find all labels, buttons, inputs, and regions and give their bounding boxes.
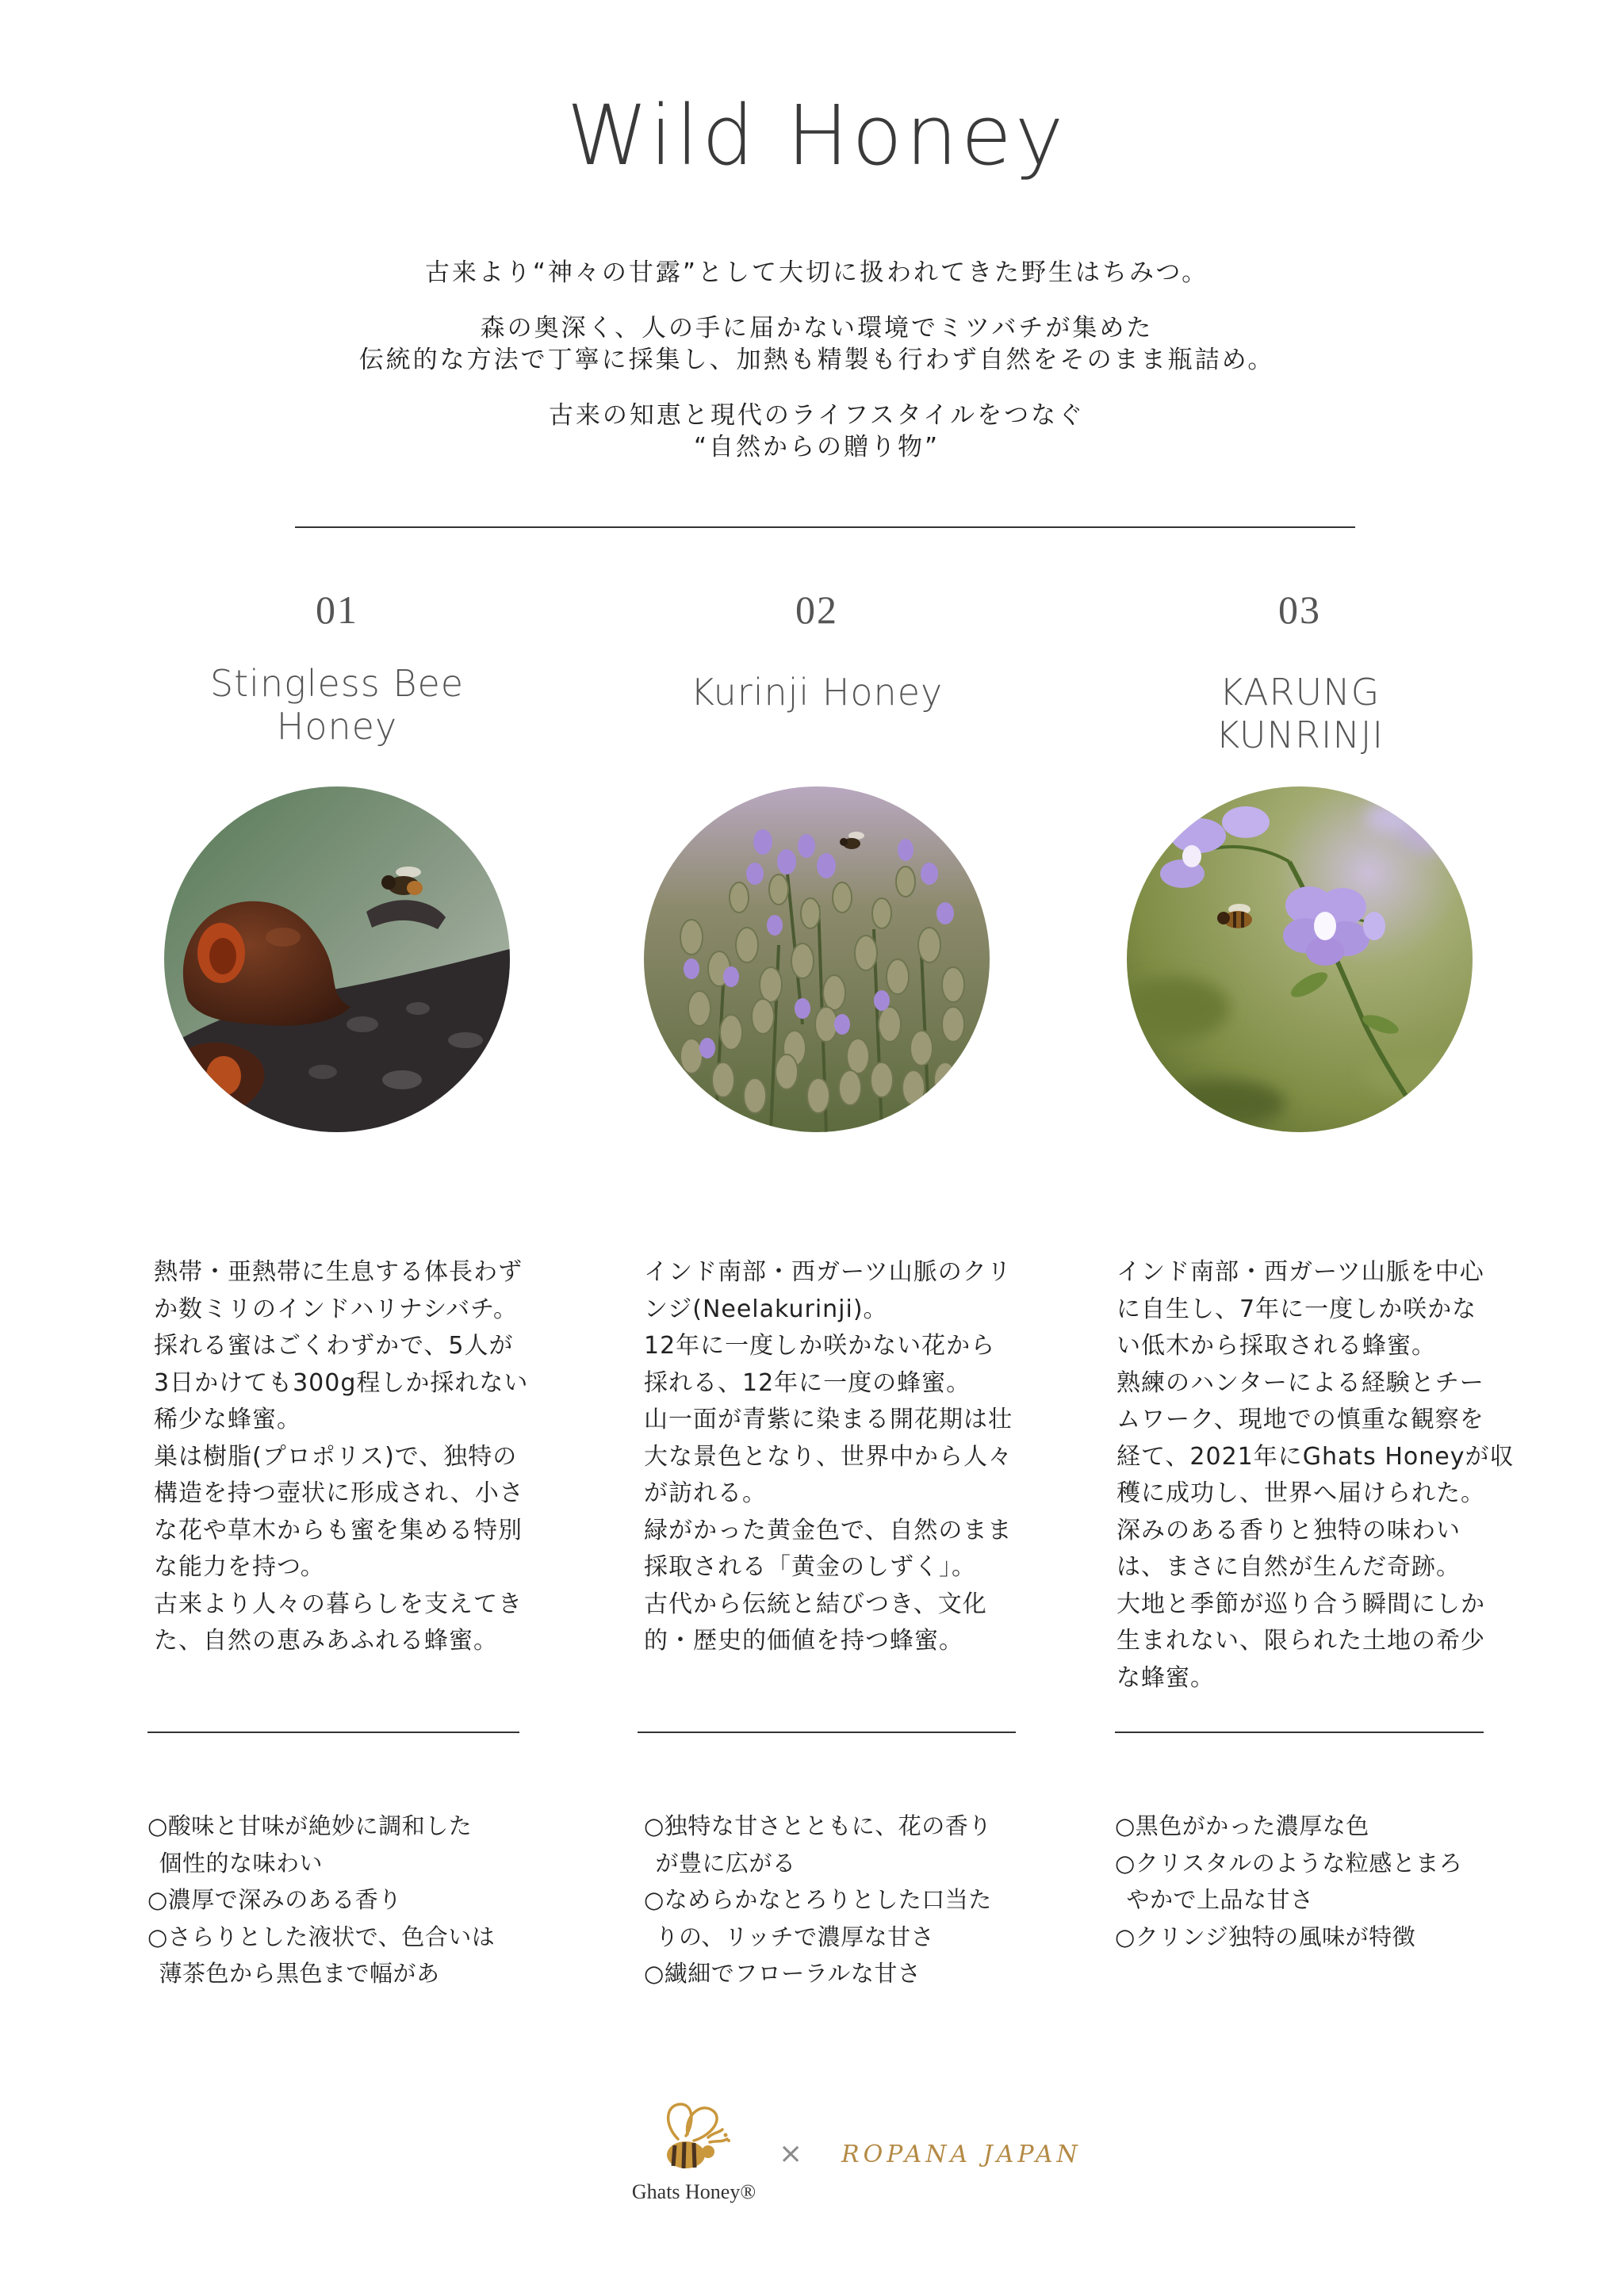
column-divider	[638, 1732, 1016, 1733]
feature-item: ○濃厚で深みのある香り	[147, 1886, 402, 1913]
product-number: 01	[316, 587, 358, 632]
product-number: 03	[1278, 587, 1321, 632]
feature-item: ○黒色がかった濃厚な色	[1115, 1812, 1369, 1839]
column-divider	[1115, 1732, 1484, 1733]
feature-item: ○さらりとした液状で、色合いは 薄茶色から黒色まで幅があ	[147, 1923, 496, 1987]
feature-item: ○酸味と甘味が絶妙に調和した 個性的な味わい	[147, 1812, 473, 1877]
product-description: 熱帯・亜熱帯に生息する体長わず か数ミリのインドハリナシバチ。 採れる蜜はごくわずかで、5人が 3日かけても300g程しか採れない 稀少な蜂蜜。 巣は樹脂(プロポリス)で、独特の 構造を持つ壺状に形成され、小さ な花や草木からも蜜を集める特別 な能力を持つ。 古来より人々の暮らしを支えてき た、自然の恵みあふれる蜂蜜。	[154, 1258, 529, 1655]
intro-text	[19, 257, 1614, 487]
bee-logo-icon	[646, 2098, 735, 2177]
feature-item: ○繊細でフローラルな甘さ	[644, 1960, 921, 1987]
feature-item: ○クリンジ独特の風味が特徴	[1115, 1923, 1416, 1950]
collaboration-separator: ×	[779, 2137, 803, 2170]
feature-item: ○クリスタルのような粒感とまろ やかで上品な甘さ	[1115, 1849, 1463, 1913]
section-divider	[295, 526, 1355, 528]
feature-list	[644, 1808, 1056, 1992]
kurinji-flower-photo	[644, 786, 990, 1132]
feature-item: ○独特な甘さとともに、花の香り が豊に広がる	[644, 1812, 992, 1877]
ghats-honey-brand: Ghats Honey®	[631, 2180, 756, 2203]
stingless-bee-photo-image	[164, 786, 510, 1132]
intro-paragraph: 古来の知恵と現代のライフスタイルをつなぐ “自然からの贈り物”	[548, 401, 1086, 461]
karung-kunrinji-flower-photo-image	[1127, 786, 1473, 1132]
feature-list	[1115, 1808, 1527, 1955]
ropana-japan-logo: ROPANA JAPAN	[841, 2141, 1082, 2168]
page-title: Wild Honey	[566, 87, 1067, 184]
kurinji-flower-photo-image	[644, 786, 990, 1132]
karung-kunrinji-flower-photo	[1127, 786, 1473, 1132]
feature-list	[147, 1808, 560, 1992]
intro-paragraph: 森の奥深く、人の手に届かない環境でミツバチが集めた 伝統的な方法で丁寧に採集し、加熱も精製も行わず自然をそのまま瓶詰め。	[358, 314, 1275, 374]
product-description: インド南部・西ガーツ山脈を中心 に自生し、7年に一度しか咲かな い低木から採取される蜂蜜。 熟練のハンターによる経験とチー ムワーク、現地での慎重な観察を 経て、2021年にGhats Honeyが収 穫に成功し、世界へ届けられた。 深みのある香りと独特の味わい は、まさに自然が生んだ奇跡。 大地と季節が巡り合う瞬間にしか 生まれない、限られた土地の希少 な蜂蜜。	[1116, 1258, 1515, 1692]
feature-item: ○なめらかなとろりとした口当た りの、リッチで濃厚な甘さ	[644, 1886, 992, 1950]
product-number: 02	[795, 587, 838, 632]
intro-paragraph: 古来より“神々の甘露”として大切に扱われてきた野生はちみつ。	[424, 258, 1209, 287]
product-description: インド南部・西ガーツ山脈のクリ ンジ(Neelakurinji)。 12年に一度しか咲かない花から 採れる、12年に一度の蜂蜜。 山一面が青紫に染まる開花期は壮 大な景色となり、世界中から人々 が訪れる。 緑がかった黄金色で、自然のまま 採取される「黄金のしずく」。 古代から伝統と結びつき、文化 的・歴史的価値を持つ蜂蜜。	[644, 1258, 1013, 1655]
column-divider	[147, 1732, 519, 1733]
product-name: KARUNG KUNRINJI	[1215, 671, 1385, 756]
bee-logo-graphic	[646, 2098, 735, 2177]
product-name: Kurinji Honey	[690, 671, 944, 714]
product-name: Stingless Bee Honey	[209, 662, 465, 748]
stingless-bee-photo	[164, 786, 510, 1132]
